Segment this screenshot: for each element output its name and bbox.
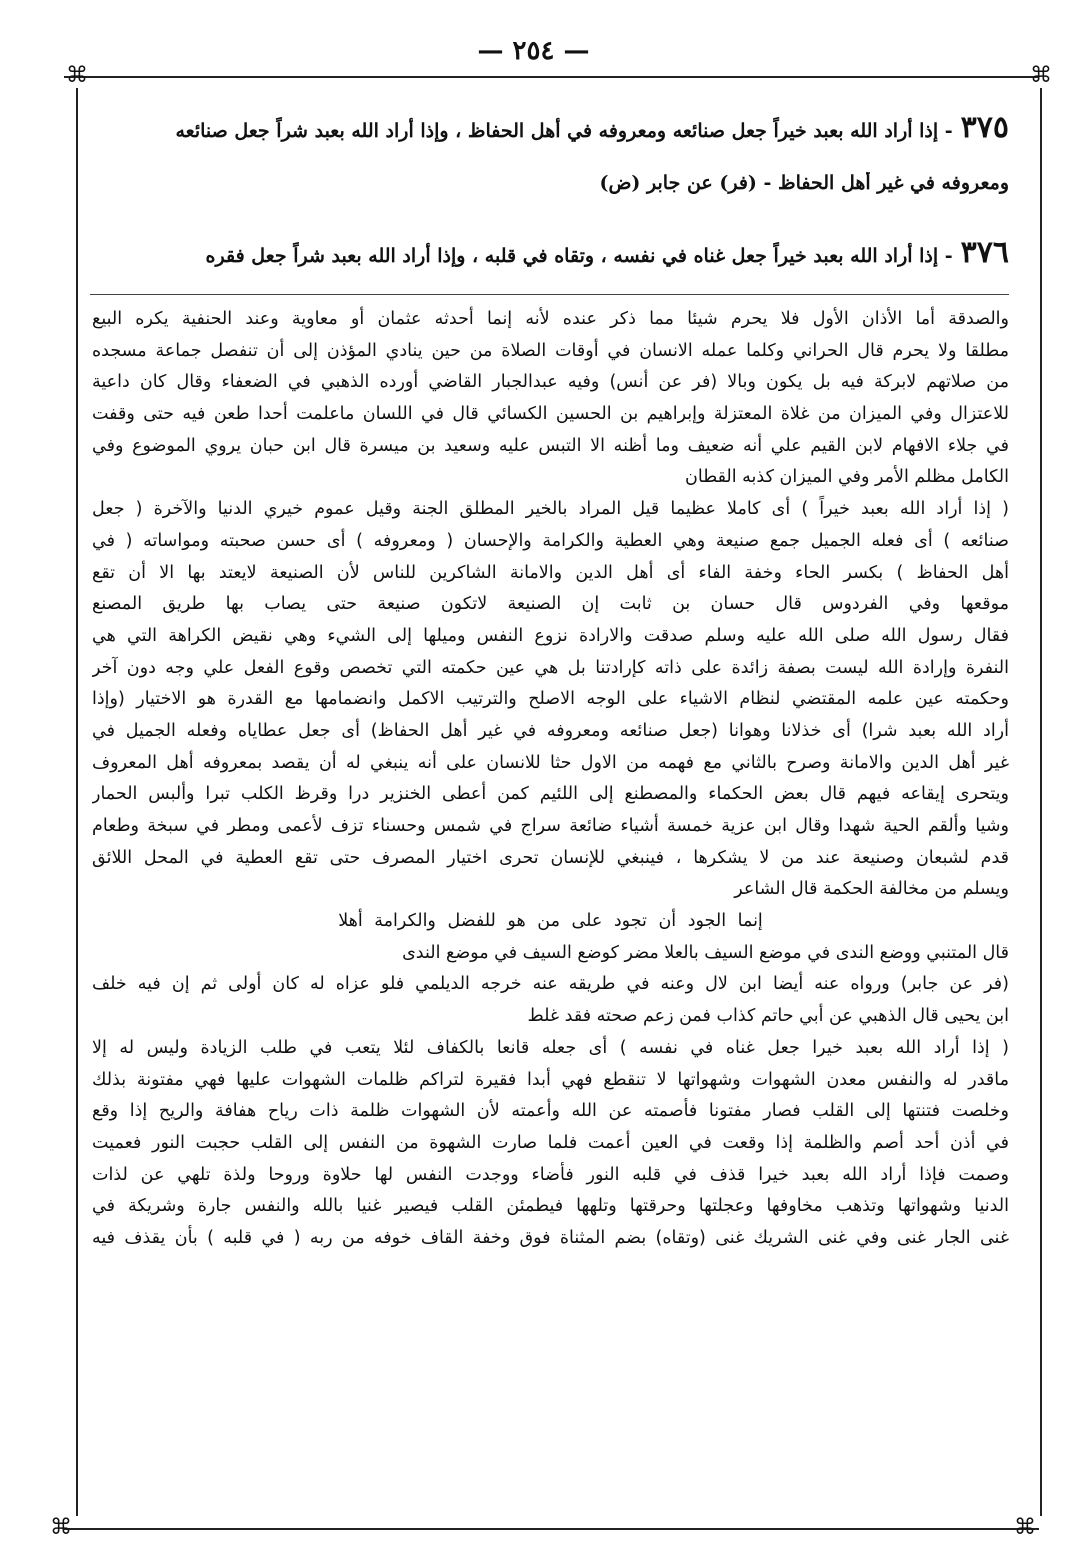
commentary-line: وشيا وألقم الحية شهدا وقال ابن عزية خمسة أشياء ضائعة سراج في شمس وحسناء تزف لأعمى ومطر في سبخة وطعام <box>92 816 1009 836</box>
poem-verse: قال المتنبي ووضع الندى في موضع السيف بالعلا مضر كوضع السيف في موضع الندى <box>402 942 1009 963</box>
commentary-line: والصدقة أما الأذان الأول فلا يحرم شيئا مما ذكر عنده لأنه إنما أحدثه عثمان أو معاوية وعند الحنفية يكره البيع <box>92 309 1009 329</box>
hadith-number: ٣٧٦ <box>960 235 1009 270</box>
corner-ornament-icon: ⌘ <box>1030 63 1052 88</box>
corner-ornament-icon: ⌘ <box>50 1515 72 1540</box>
commentary-line: ( إذا أراد الله بعبد خيرا جعل غناه في نفسه ) أى جعله قانعا بالكفاف لئلا يتعب في طلب الزيادة وليس له إلا <box>92 1037 1009 1058</box>
hadith-text: - إذا أراد الله بعبد خيراً جعل صنائعه ومعروفه في أهل الحفاظ ، وإذا أراد الله بعبد شراً جعل صنائعه <box>175 120 953 142</box>
commentary-line: ويتحرى إيقاعه فيهم قال بعض الحكماء والمصطنع إلى اللئيم كمن أعطى الخنزير درا وقرظ الكلب تبرا وألبس الحمار <box>92 784 1009 805</box>
commentary-line: مطلقا ولا يحرم قال الحراني وكلما عمله الانسان في أوقات الصلاة من حين ينادي المؤذن إلى أن تنفصل جماعة مسجده <box>92 340 1009 361</box>
commentary-line: صنائعه ) أى فعله الجميل جمع صنيعة وهي العطية والكرامة والإحسان ( ومعروفه ) أى حسن صحبته ومواساته ( في <box>92 530 1009 551</box>
commentary-line: قدم لشبعان وصنيعة عند من لا يشكرها ، فينبغي للإنسان تحرى اختيار المصرف حتى تقع العطية في المحل اللائق <box>92 847 1009 868</box>
hadith-376-line-1 <box>92 235 1009 270</box>
commentary-body <box>92 304 1009 1255</box>
corner-ornament-icon: ⌘ <box>66 63 88 88</box>
commentary-line: للاعتزال وفي الميزان من غلاة المعتزلة وإبراهيم بن الحسين الكسائي قال في اللسان ماعلمت أحدا طعن فيه حتى وقفت <box>92 404 1009 425</box>
commentary-line: (فر عن جابر) ورواه عنه أيضا ابن لال وعنه في طريقه عنه خرجه الديلمي فلو عزاه له كان أولى ثم إن فيه خلف <box>92 974 1009 995</box>
commentary-line: ماقدر له والنفس معدن الشهوات وشهواتها لا تنقطع فهي أبدا فقيرة لتراكم ظلمات الشهوات عليها فهي مفتونة بذلك <box>92 1069 1009 1090</box>
left-border <box>76 88 78 1516</box>
commentary-line: موقعها وفي الفردوس قال حسان بن ثابت إن الصنيعة لاتكون صنيعة حتى يصاب بها طريق المصنع <box>92 594 1009 615</box>
commentary-line: الكامل مظلم الأمر وفي الميزان كذبه القطان <box>685 467 1009 488</box>
commentary-line: ابن يحيى قال الذهبي عن أبي حاتم كذاب فمن زعم صحته فقد غلط <box>527 1006 1009 1027</box>
commentary-line: في جلاء الافهام لابن القيم علي أنه ضعيف وما أظنه الا التبس عليه وسعيد بن ميسرة قال ابن حبان يروي الموضوع وفي <box>92 435 1009 456</box>
section-separator <box>90 294 1009 295</box>
commentary-line: غير أهل الدين والامانة وصرح بالثاني مع فهمه من الاول حثا للانسان على أنه ينبغي له أن يقصد بمعروفه أهل المعروف <box>92 752 1009 773</box>
hadith-text: ومعروفه في غير أهل الحفاظ - (فر) عن جابر (ض) <box>599 172 1009 194</box>
bottom-border <box>64 1528 1039 1530</box>
commentary-line: وخلصت فتنتها إلى القلب فصار مفتونا فأصمته عن الله وأعمته لأن الشهوات ظلمة ذات رياح هفافة والريح إذا وقع <box>92 1101 1009 1122</box>
commentary-line: أراد الله بعبد شرا) أى خذلانا وهوانا (جعل صنائعه ومعروفه في غير أهل الحفاظ) أى جعل عطاياه وفعله الجميل في <box>92 720 1009 741</box>
commentary-line: وحكمته عين علمه المقتضي لنظام الاشياء على الوجه الاصلح والترتيب الاكمل وانضمامها مع القدرة هو الاختيار (وإذا <box>92 689 1009 710</box>
hadith-375-line-1 <box>92 110 1009 145</box>
top-border <box>64 76 1039 78</box>
right-border <box>1040 88 1042 1516</box>
commentary-line: أهل الحفاظ ) بكسر الحاء وخفة الفاء أى أهل الدين والامانة الشاكرين للناس لأن الصنيعة لايعتد بها الا أن تقع <box>92 562 1009 583</box>
corner-ornament-icon: ⌘ <box>1014 1515 1036 1540</box>
commentary-line: وصمت فإذا أراد الله بعبد خيرا قذف في قلبه النور فأضاء ووجدت النفس لها حلاوة وروحا ولذة تلهي عن لذات <box>92 1164 1009 1185</box>
commentary-line: ويسلم من مخالفة الحكمة قال الشاعر <box>734 879 1009 900</box>
hadith-375-line-2 <box>92 172 1009 194</box>
poem-verse: إنما الجود أن تجود على من هو للفضل والكرامة أهلا <box>338 911 763 932</box>
commentary-line: النفرة وإرادة الله ليست بصفة زائدة على ذاته كإرادتنا بل هي عين حكمته التي تخصص وقوع الفعل علي وجه دون آخر <box>92 657 1009 678</box>
commentary-line: من صلاتهم لابركة فيه بل يكون وبالا (فر عن أنس) وفيه عبدالجبار القاضي أورده الذهبي في الضعفاء وقال كان داعية <box>92 372 1009 393</box>
commentary-line: غنى الجار غنى وفي غنى الشريك غنى (وتقاه) بضم المثناة فوق وخفة القاف خوفه من ربه ( في قلبه ) بأن يقذف فيه <box>92 1227 1009 1248</box>
page-number: — ٢٥٤ — <box>477 36 590 66</box>
commentary-line: ( إذا أراد الله بعبد خيراً ) أى كاملا عظيما قيل المراد بالخير المطلق الجنة وقيل عموم خيري الدنيا والآخرة ( جعل <box>92 499 1009 520</box>
hadith-number: ٣٧٥ <box>960 110 1009 145</box>
commentary-line: في أذن أحد أصم والظلمة إذا وقعت في العين أعمت فلما صارت الشهوة من النفس إلى القلب حجبت النور فعميت <box>92 1132 1009 1153</box>
commentary-line: الدنيا وشهواتها وتذهب مخاوفها وعجلتها وحرقتها وتلهها فيطمئن القلب فيصير غنيا بالله والنفس جارة وشريكة في <box>92 1196 1009 1217</box>
hadith-text: - إذا أراد الله بعبد خيراً جعل غناه في نفسه ، وتقاه في قلبه ، وإذا أراد الله بعبد شراً جعل فقره <box>205 245 953 267</box>
commentary-line: فقال رسول الله صلى الله عليه وسلم صدقت والارادة نزوع النفس وميلها إلى الشيء وهي نقيض الكراهة التي هي <box>92 625 1009 646</box>
